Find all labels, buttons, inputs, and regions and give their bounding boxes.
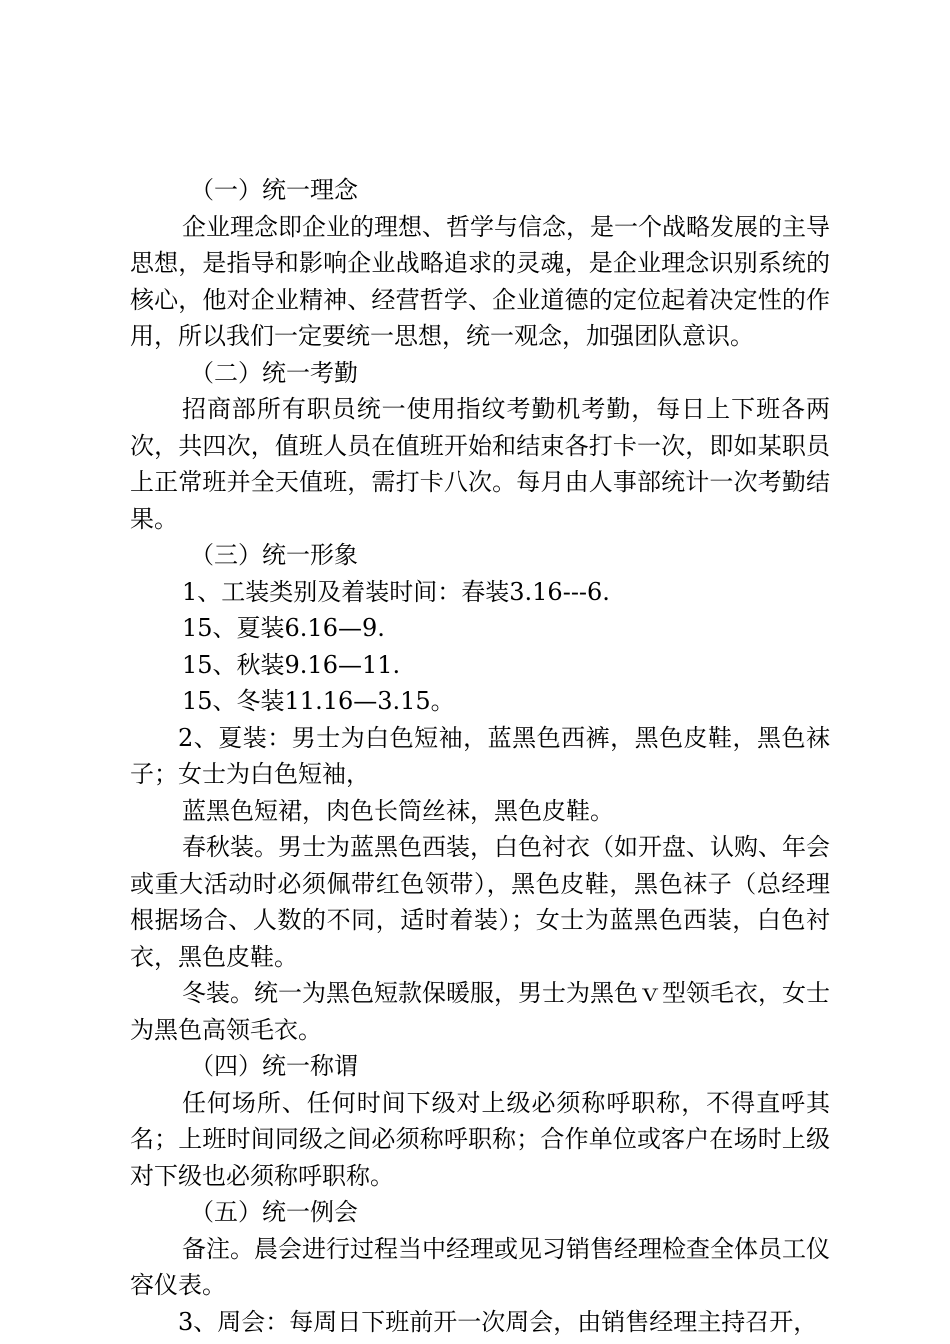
section-heading-3: （三）统一形象 [190,541,358,569]
paragraph-uniform-schedule-2: 15、夏装6.16—9. [182,614,385,642]
paragraph-summer-uniform: 2、夏装：男士为白色短袖，蓝黑色西裤，黑色皮鞋，黑色袜子；女士为白色短袖， [130,723,830,788]
paragraph-uniform-schedule-4: 15、冬装11.16—3.15。 [182,687,455,715]
paragraph-summer-uniform-cont: 蓝黑色短裙，肉色长筒丝袜，黑色皮鞋。 [182,796,614,825]
paragraph-attendance: 招商部所有职员统一使用指纹考勤机考勤，每日上下班各两次，共四次，值班人员在值班开始和结束各打卡一次，即如某职员上正常班并全天值班，需打卡八次。每月由人事部统计一次考勤结果。 [130,395,830,533]
section-heading-2: （二）统一考勤 [190,358,358,387]
section-heading-5: （五）统一例会 [190,1198,358,1226]
section-heading-4: （四）统一称谓 [190,1052,358,1080]
paragraph-uniform-schedule-1: 1、工装类别及着装时间：春装3.16---6. [182,577,610,606]
section-heading-1: （一）统一理念 [190,176,358,204]
document-body [130,172,830,1340]
paragraph-spring-autumn-uniform: 春秋装。男士为蓝黑色西装，白色衬衣（如开盘、认购、年会或重大活动时必须佩带红色领带），黑色皮鞋，黑色袜子（总经理根据场合、人数的不同，适时着装）；女士为蓝黑色西装，白色衬衣，黑色皮鞋。 [130,833,830,971]
paragraph-philosophy: 企业理念即企业的理想、哲学与信念，是一个战略发展的主导思想，是指导和影响企业战略追求的灵魂，是企业理念识别系统的核心，他对企业精神、经营哲学、企业道德的定位起着决定性的作用，所以我们一定要统一思想，统一观念，加强团队意识。 [130,212,830,350]
paragraph-weekly-meeting: 3、周会：每周日下班前开一次周会，由销售经理主持召开， [178,1307,818,1336]
paragraph-winter-uniform: 冬装。统一为黑色短款保暖服，男士为黑色ｖ型领毛衣，女士为黑色高领毛衣。 [130,979,830,1044]
paragraph-titles: 任何场所、任何时间下级对上级必须称呼职称，不得直呼其名；上班时间同级之间必须称呼职称；合作单位或客户在场时上级对下级也必须称呼职称。 [130,1088,830,1190]
paragraph-morning-meeting: 备注。晨会进行过程当中经理或见习销售经理检查全体员工仪容仪表。 [130,1234,830,1299]
paragraph-uniform-schedule-3: 15、秋装9.16—11. [182,650,401,679]
